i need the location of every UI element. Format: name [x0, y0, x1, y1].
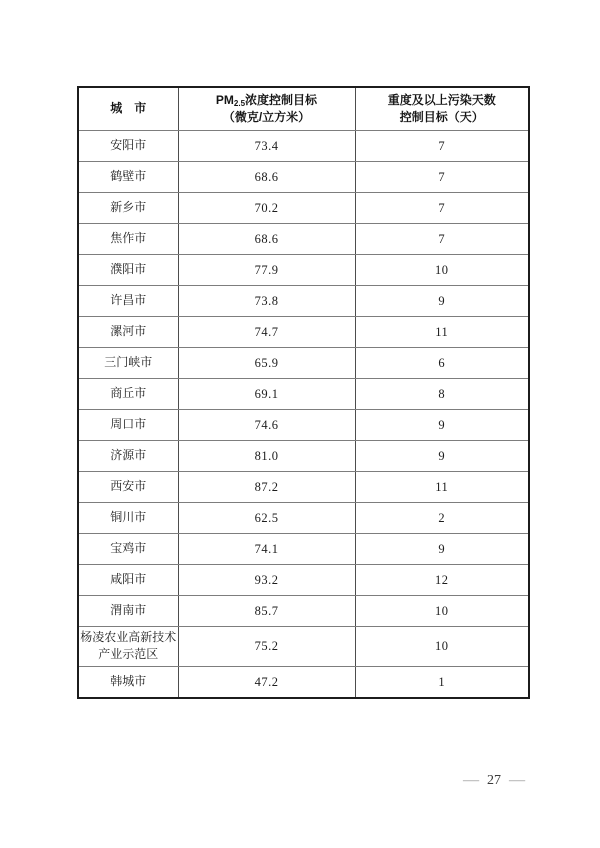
- pm25-value-cell: 70.2: [178, 193, 355, 224]
- pm25-header-line2: （微克/立方米）: [222, 110, 311, 125]
- pm25-value-cell: 77.9: [178, 255, 355, 286]
- table-row: [78, 472, 529, 503]
- table-row: [78, 503, 529, 534]
- pm25-value-cell: 85.7: [178, 596, 355, 627]
- city-cell: 西安市: [78, 472, 178, 503]
- table-header: [78, 87, 529, 131]
- pm25-value-cell: 74.7: [178, 317, 355, 348]
- days-value-cell: 11: [355, 472, 529, 503]
- pm25-value-cell: 75.2: [178, 627, 355, 667]
- pm25-value-cell: 73.8: [178, 286, 355, 317]
- days-header-line2: 控制目标（天）: [399, 110, 484, 124]
- city-cell: 濮阳市: [78, 255, 178, 286]
- city-cell: 新乡市: [78, 193, 178, 224]
- city-cell: 周口市: [78, 410, 178, 441]
- city-cell: 杨凌农业高新技术产业示范区: [78, 627, 178, 667]
- table-header-row: [78, 87, 529, 131]
- days-value-cell: 12: [355, 565, 529, 596]
- table-row: [78, 286, 529, 317]
- days-value-cell: 9: [355, 534, 529, 565]
- table-row: [78, 627, 529, 667]
- city-cell: 焦作市: [78, 224, 178, 255]
- city-cell: 韩城市: [78, 666, 178, 698]
- city-cell: 许昌市: [78, 286, 178, 317]
- city-cell: 铜川市: [78, 503, 178, 534]
- days-value-cell: 8: [355, 379, 529, 410]
- table-row: [78, 131, 529, 162]
- days-value-cell: 2: [355, 503, 529, 534]
- table-row: [78, 193, 529, 224]
- pm25-value-cell: 81.0: [178, 441, 355, 472]
- days-value-cell: 10: [355, 255, 529, 286]
- table-row: [78, 441, 529, 472]
- days-value-cell: 10: [355, 596, 529, 627]
- days-value-cell: 11: [355, 317, 529, 348]
- col-header-pollution-days: [355, 87, 529, 131]
- pm25-control-targets-table: [77, 86, 530, 699]
- col-header-city-label: 城 市: [110, 101, 147, 116]
- table-row: [78, 379, 529, 410]
- pm25-prefix: PM: [215, 92, 234, 107]
- page-number: 27: [487, 773, 501, 788]
- city-cell: 漯河市: [78, 317, 178, 348]
- pm25-value-cell: 73.4: [178, 131, 355, 162]
- city-cell: 商丘市: [78, 379, 178, 410]
- pm25-value-cell: 65.9: [178, 348, 355, 379]
- pm25-value-cell: 69.1: [178, 379, 355, 410]
- table-row: [78, 224, 529, 255]
- pm25-subscript: 2.5: [233, 98, 246, 108]
- days-value-cell: 9: [355, 441, 529, 472]
- table-row: [78, 666, 529, 698]
- days-value-cell: 10: [355, 627, 529, 667]
- pm25-value-cell: 87.2: [178, 472, 355, 503]
- days-value-cell: 7: [355, 224, 529, 255]
- days-value-cell: 6: [355, 348, 529, 379]
- pm25-title: 浓度控制目标: [245, 92, 318, 107]
- city-cell: 三门峡市: [78, 348, 178, 379]
- days-value-cell: 7: [355, 162, 529, 193]
- pm25-value-cell: 74.6: [178, 410, 355, 441]
- days-value-cell: 7: [355, 193, 529, 224]
- col-header-city: [78, 87, 178, 131]
- days-value-cell: 9: [355, 286, 529, 317]
- table-row: [78, 348, 529, 379]
- col-header-pm25-target: [178, 87, 355, 131]
- table-row: [78, 317, 529, 348]
- page-footer: [464, 773, 524, 789]
- table-row: [78, 534, 529, 565]
- footer-dash-right: —: [508, 773, 526, 788]
- days-value-cell: 7: [355, 131, 529, 162]
- days-header-line1: 重度及以上污染天数: [387, 92, 496, 107]
- pm25-value-cell: 47.2: [178, 666, 355, 698]
- pm25-value-cell: 68.6: [178, 224, 355, 255]
- city-cell: 渭南市: [78, 596, 178, 627]
- pm25-value-cell: 93.2: [178, 565, 355, 596]
- city-cell: 济源市: [78, 441, 178, 472]
- city-cell: 鹤壁市: [78, 162, 178, 193]
- table-row: [78, 565, 529, 596]
- pm25-header-line1: [180, 92, 354, 110]
- table-body: [78, 131, 529, 698]
- city-cell: 咸阳市: [78, 565, 178, 596]
- table-row: [78, 410, 529, 441]
- city-cell: 安阳市: [78, 131, 178, 162]
- days-value-cell: 9: [355, 410, 529, 441]
- pm25-value-cell: 62.5: [178, 503, 355, 534]
- footer-dash-left: —: [462, 773, 480, 788]
- table-row: [78, 255, 529, 286]
- table-row: [78, 162, 529, 193]
- table-row: [78, 596, 529, 627]
- pm25-value-cell: 68.6: [178, 162, 355, 193]
- days-value-cell: 1: [355, 666, 529, 698]
- city-cell: 宝鸡市: [78, 534, 178, 565]
- pm25-value-cell: 74.1: [178, 534, 355, 565]
